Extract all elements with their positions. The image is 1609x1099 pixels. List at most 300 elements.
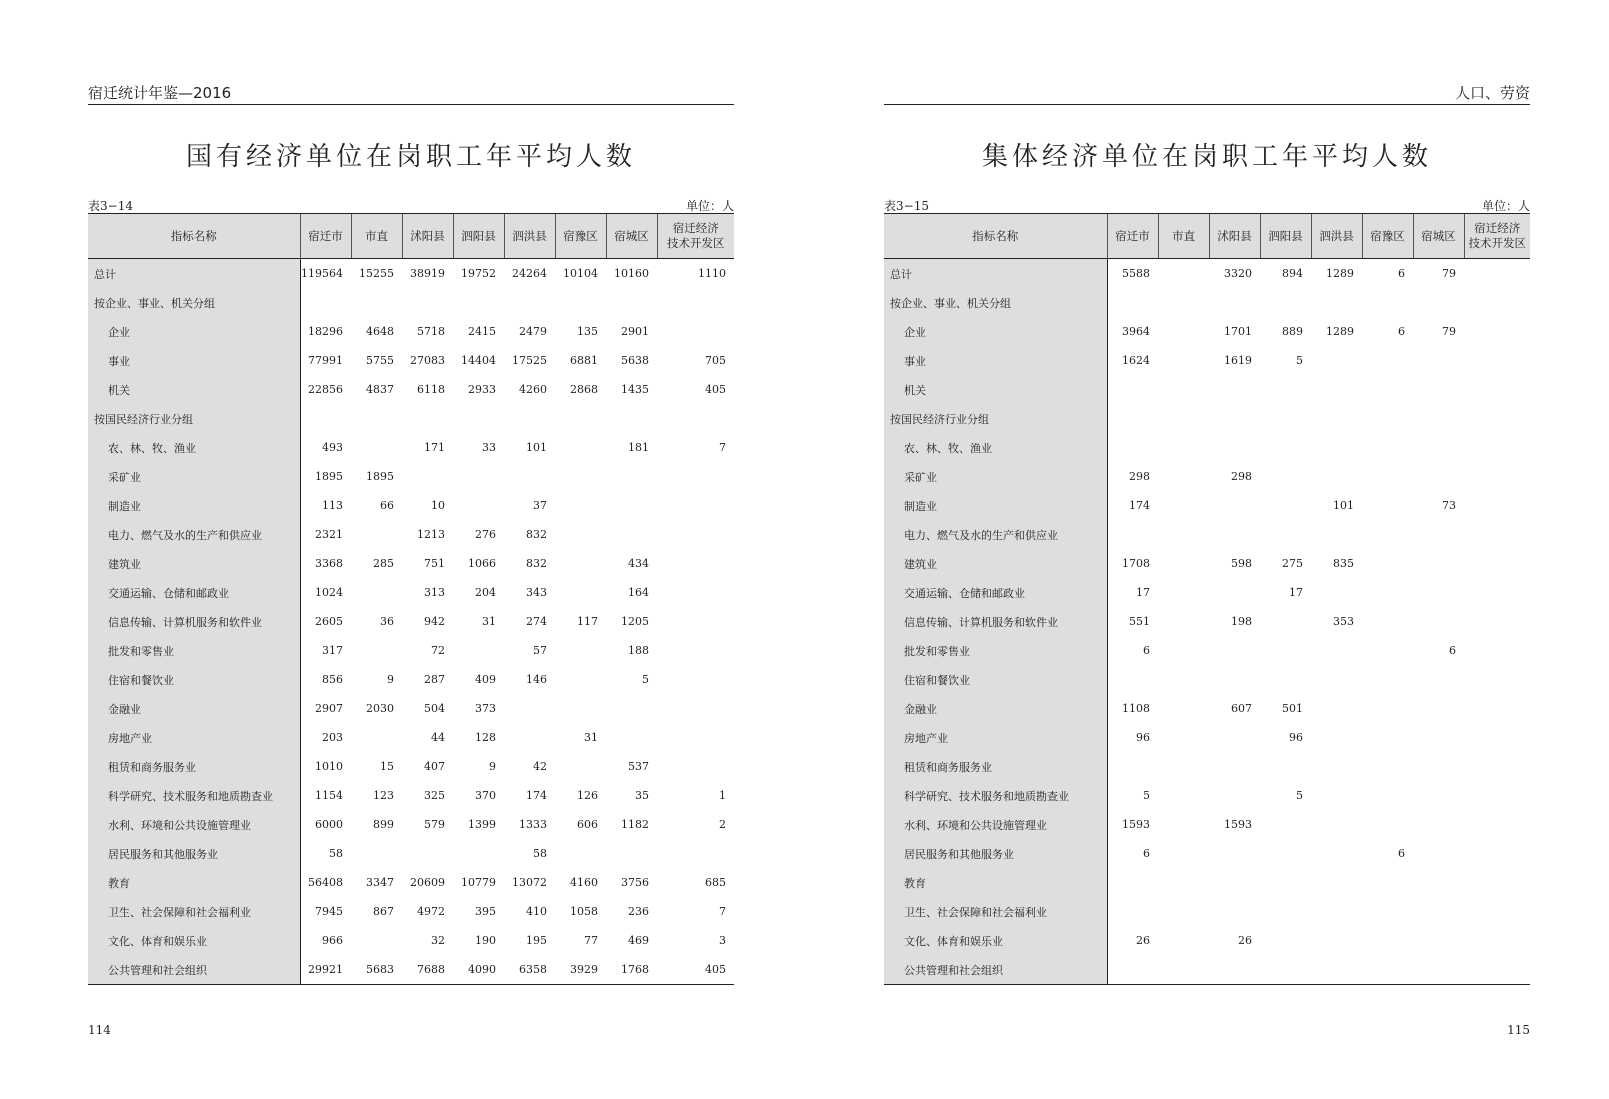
table-cell [1464, 346, 1530, 375]
table-cell [1260, 955, 1311, 985]
table-cell: 298 [1231, 470, 1252, 483]
table-row [88, 346, 734, 375]
table-cell: 1435 [621, 383, 649, 396]
table-cell [1107, 897, 1158, 926]
table-row [88, 462, 734, 491]
table-row [88, 810, 734, 839]
table-cell: 6 [1398, 325, 1405, 338]
table-cell [1464, 404, 1530, 433]
table-row [88, 404, 734, 433]
table-cell [1362, 926, 1413, 955]
table-row [884, 288, 1530, 317]
table-cell [1362, 810, 1413, 839]
table-cell [1362, 491, 1413, 520]
table-cell: 598 [1231, 557, 1252, 570]
row-label: 制造业 [884, 491, 1107, 520]
table-cell: 501 [1282, 702, 1303, 715]
table-cell: 5 [1143, 789, 1150, 802]
table-cell [606, 723, 657, 752]
table-cell [1413, 665, 1464, 694]
table-cell [351, 288, 402, 317]
table-cell: 1624 [1122, 354, 1150, 367]
table-cell [1413, 810, 1464, 839]
table-cell: 493 [322, 441, 343, 454]
column-header: 泗洪县 [504, 214, 555, 259]
table-cell [1362, 897, 1413, 926]
table-row [88, 781, 734, 810]
table-cell [1311, 462, 1362, 491]
table-cell: 3347 [366, 876, 394, 889]
table-cell [1311, 433, 1362, 462]
table-cell: 27083 [410, 354, 445, 367]
table-cell [657, 636, 734, 665]
table-cell: 705 [705, 354, 726, 367]
row-label: 科学研究、技术服务和地质勘查业 [884, 781, 1107, 810]
table-cell [606, 288, 657, 317]
table-number: 表3−15 [884, 199, 929, 213]
table-cell: 73 [1442, 499, 1456, 512]
table-cell: 15255 [359, 267, 394, 280]
table-cell [1464, 723, 1530, 752]
table-cell [657, 317, 734, 346]
table-row [884, 491, 1530, 520]
table-cell: 204 [475, 586, 496, 599]
table-cell [1158, 665, 1209, 694]
table-cell: 407 [424, 760, 445, 773]
row-label: 电力、燃气及水的生产和供应业 [884, 520, 1107, 549]
table-cell: 44 [431, 731, 445, 744]
table-cell: 1205 [621, 615, 649, 628]
table-cell [1464, 288, 1530, 317]
table-cell: 119564 [301, 267, 343, 280]
table-cell: 29921 [300, 955, 351, 985]
table-cell [1107, 752, 1158, 781]
column-header-indicator: 指标名称 [884, 214, 1107, 259]
table-cell [1413, 346, 1464, 375]
table-cell: 832 [526, 528, 547, 541]
table-cell [555, 839, 606, 868]
column-header: 宿迁市 [1107, 214, 1158, 259]
row-label: 卫生、社会保障和社会福利业 [88, 897, 300, 926]
row-label: 建筑业 [88, 549, 300, 578]
table-cell: 10104 [563, 267, 598, 280]
table-cell [1260, 665, 1311, 694]
table-cell: 13072 [512, 876, 547, 889]
table-cell: 10779 [461, 876, 496, 889]
table-cell: 10 [431, 499, 445, 512]
table-cell [351, 926, 402, 955]
table-row [884, 636, 1530, 665]
table-cell [606, 694, 657, 723]
table-cell: 195 [526, 934, 547, 947]
table-cell: 72 [431, 644, 445, 657]
table-cell [504, 694, 555, 723]
table-cell: 101 [1333, 499, 1354, 512]
table-cell [1362, 752, 1413, 781]
table-cell: 1708 [1122, 557, 1150, 570]
table-cell [402, 288, 453, 317]
table-cell: 410 [526, 905, 547, 918]
table-cell: 6881 [570, 354, 598, 367]
table-cell [657, 578, 734, 607]
row-label: 科学研究、技术服务和地质勘查业 [88, 781, 300, 810]
table-cell: 1289 [1326, 325, 1354, 338]
table-row [884, 433, 1530, 462]
row-label: 事业 [884, 346, 1107, 375]
table-cell [1311, 752, 1362, 781]
table-cell [555, 520, 606, 549]
table-cell [1158, 897, 1209, 926]
table-cell [1209, 636, 1260, 665]
table-cell: 343 [526, 586, 547, 599]
table-cell [1158, 781, 1209, 810]
table-cell: 56408 [308, 876, 343, 889]
table-cell: 1399 [468, 818, 496, 831]
table-cell: 3320 [1224, 267, 1252, 280]
table-cell [555, 636, 606, 665]
table-cell [1311, 926, 1362, 955]
table-cell [1362, 781, 1413, 810]
table-cell [1209, 868, 1260, 897]
row-label: 按国民经济行业分组 [88, 404, 300, 433]
table-cell [1311, 520, 1362, 549]
table-cell [1158, 491, 1209, 520]
table-cell [1362, 404, 1413, 433]
table-cell [657, 723, 734, 752]
table-cell: 19752 [461, 267, 496, 280]
table-cell: 2901 [621, 325, 649, 338]
table-row [88, 868, 734, 897]
table-cell [1158, 607, 1209, 636]
table-cell [1413, 955, 1464, 985]
table-cell [1260, 288, 1311, 317]
table-row [884, 897, 1530, 926]
table-cell: 551 [1129, 615, 1150, 628]
table-cell: 2030 [366, 702, 394, 715]
table-row [884, 810, 1530, 839]
table-cell: 313 [424, 586, 445, 599]
column-header: 宿迁市 [300, 214, 351, 259]
table-cell: 26 [1136, 934, 1150, 947]
table-cell [1209, 520, 1260, 549]
table-cell [1362, 578, 1413, 607]
table-cell [453, 288, 504, 317]
table-cell [1107, 868, 1158, 897]
table-row [884, 926, 1530, 955]
row-label: 信息传输、计算机服务和软件业 [884, 607, 1107, 636]
table-cell: 36 [380, 615, 394, 628]
table-cell [606, 404, 657, 433]
table-row [884, 839, 1530, 868]
table-cell: 57 [533, 644, 547, 657]
table-cell [1362, 433, 1413, 462]
table-cell: 77 [584, 934, 598, 947]
table-cell: 607 [1231, 702, 1252, 715]
table-cell: 31 [584, 731, 598, 744]
table-cell [1413, 520, 1464, 549]
table-cell [1158, 317, 1209, 346]
table-cell: 1895 [315, 470, 343, 483]
table-cell: 4160 [570, 876, 598, 889]
table-cell: 751 [424, 557, 445, 570]
table-row [88, 520, 734, 549]
table-cell: 1701 [1224, 325, 1252, 338]
table-cell [1311, 955, 1362, 985]
table-cell [1158, 694, 1209, 723]
table-cell [1464, 491, 1530, 520]
row-label: 交通运输、仓储和邮政业 [884, 578, 1107, 607]
table-cell: 1024 [315, 586, 343, 599]
column-header: 宿豫区 [555, 214, 606, 259]
row-label: 总计 [88, 259, 300, 289]
table-cell: 1010 [315, 760, 343, 773]
table-cell [1107, 955, 1158, 985]
table-cell: 37 [533, 499, 547, 512]
table-cell [1209, 839, 1260, 868]
table-cell [1107, 375, 1158, 404]
table-row [884, 375, 1530, 404]
table-cell: 164 [628, 586, 649, 599]
table-cell [351, 723, 402, 752]
row-label: 事业 [88, 346, 300, 375]
table-cell [1158, 810, 1209, 839]
table-cell [1464, 781, 1530, 810]
table-header-row [88, 214, 734, 259]
table-cell [1311, 839, 1362, 868]
table-cell: 685 [705, 876, 726, 889]
table-cell [1464, 955, 1530, 985]
table-cell: 9 [387, 673, 394, 686]
table-cell: 1593 [1122, 818, 1150, 831]
row-label: 卫生、社会保障和社会福利业 [884, 897, 1107, 926]
table-cell [1464, 636, 1530, 665]
table-cell [402, 462, 453, 491]
table-cell: 4260 [519, 383, 547, 396]
table-cell [1311, 897, 1362, 926]
table-cell: 5683 [351, 955, 402, 985]
table-cell [1464, 433, 1530, 462]
table-cell: 17 [1289, 586, 1303, 599]
table-row [88, 636, 734, 665]
table-cell: 579 [424, 818, 445, 831]
table-cell: 274 [526, 615, 547, 628]
table-row [884, 317, 1530, 346]
table-cell [1413, 462, 1464, 491]
table-cell [351, 520, 402, 549]
table-cell [1413, 694, 1464, 723]
row-label: 交通运输、仓储和邮政业 [88, 578, 300, 607]
table-cell: 287 [424, 673, 445, 686]
right-page [884, 0, 1530, 1099]
table-cell [1464, 607, 1530, 636]
column-header: 沭阳县 [402, 214, 453, 259]
table-cell: 899 [373, 818, 394, 831]
row-label: 租赁和商务服务业 [88, 752, 300, 781]
table-cell [1158, 259, 1209, 289]
column-header: 沭阳县 [1209, 214, 1260, 259]
table-cell [1158, 288, 1209, 317]
table-cell [1260, 897, 1311, 926]
table-row [88, 578, 734, 607]
table-cell: 96 [1136, 731, 1150, 744]
table-cell [1464, 462, 1530, 491]
table-cell [1107, 433, 1158, 462]
table-cell [606, 520, 657, 549]
table-cell [351, 636, 402, 665]
header-book-title: 宿迁统计年鉴—2016 [88, 84, 232, 102]
table-cell: 117 [577, 615, 598, 628]
row-label: 总计 [884, 259, 1107, 289]
table-cell [1158, 433, 1209, 462]
table-cell: 14404 [461, 354, 496, 367]
table-cell [1209, 578, 1260, 607]
table-cell [1209, 665, 1260, 694]
table-cell: 7 [719, 905, 726, 918]
table-cell: 126 [577, 789, 598, 802]
table-cell [1158, 404, 1209, 433]
table-cell: 966 [322, 934, 343, 947]
table-cell [402, 839, 453, 868]
table-cell [453, 462, 504, 491]
table-cell [453, 839, 504, 868]
table-cell [657, 839, 734, 868]
table-cell [300, 288, 351, 317]
table-cell [1413, 897, 1464, 926]
table-row [88, 694, 734, 723]
table-cell [1464, 868, 1530, 897]
table-cell [1413, 839, 1464, 868]
table-cell: 2 [719, 818, 726, 831]
table-row [88, 665, 734, 694]
running-header [884, 84, 1530, 105]
table-cell: 285 [373, 557, 394, 570]
table-cell [1464, 317, 1530, 346]
table-title: 国有经济单位在岗职工年平均人数 [185, 142, 636, 172]
table-cell [1107, 520, 1158, 549]
table-cell: 942 [424, 615, 445, 628]
row-label: 农、林、牧、渔业 [88, 433, 300, 462]
column-header: 宿迁经济 技术开发区 [1464, 214, 1530, 259]
table-cell [1464, 694, 1530, 723]
table-cell: 79 [1442, 325, 1456, 338]
table-cell [1362, 955, 1413, 985]
row-label: 文化、体育和娱乐业 [88, 926, 300, 955]
table-cell [555, 288, 606, 317]
table-cell: 79 [1442, 267, 1456, 280]
table-cell [1362, 694, 1413, 723]
table-row [88, 433, 734, 462]
table-cell [1464, 520, 1530, 549]
table-cell: 174 [1129, 499, 1150, 512]
table-row [884, 868, 1530, 897]
row-label: 批发和零售业 [884, 636, 1107, 665]
table-cell [504, 723, 555, 752]
table-cell [606, 462, 657, 491]
table-cell: 353 [1333, 615, 1354, 628]
table-cell [1362, 462, 1413, 491]
column-header: 宿豫区 [1362, 214, 1413, 259]
table-cell: 58 [533, 847, 547, 860]
row-label: 文化、体育和娱乐业 [884, 926, 1107, 955]
table-cell: 3964 [1122, 325, 1150, 338]
table-cell: 7945 [315, 905, 343, 918]
table-cell [1362, 607, 1413, 636]
table-cell [1209, 288, 1260, 317]
table-cell: 1895 [366, 470, 394, 483]
table-cell: 113 [322, 499, 343, 512]
table-row [88, 752, 734, 781]
table-row [884, 665, 1530, 694]
table-cell: 66 [380, 499, 394, 512]
table-cell: 5 [642, 673, 649, 686]
table-row [88, 723, 734, 752]
table-cell [1260, 926, 1311, 955]
table-cell [1158, 636, 1209, 665]
table-row [88, 607, 734, 636]
table-cell [1413, 607, 1464, 636]
table-unit: 单位：人 [685, 199, 734, 213]
table-cell: 26 [1238, 934, 1252, 947]
table-cell [1311, 781, 1362, 810]
table-cell: 1182 [621, 818, 649, 831]
table-cell: 22856 [308, 383, 343, 396]
table-cell: 188 [628, 644, 649, 657]
table-cell: 171 [424, 441, 445, 454]
table-cell: 146 [526, 673, 547, 686]
table-cell: 5588 [1122, 267, 1150, 280]
table-cell [1260, 636, 1311, 665]
table-cell: 101 [526, 441, 547, 454]
table-cell [1311, 868, 1362, 897]
row-label: 机关 [88, 375, 300, 404]
table-cell [1413, 375, 1464, 404]
table-cell: 32 [431, 934, 445, 947]
table-cell [1209, 781, 1260, 810]
table-cell: 1289 [1326, 267, 1354, 280]
table-cell [1311, 694, 1362, 723]
table-cell [1107, 404, 1158, 433]
row-label: 机关 [884, 375, 1107, 404]
table-cell [1158, 520, 1209, 549]
table-cell [1158, 346, 1209, 375]
table-row [884, 549, 1530, 578]
table-cell: 2415 [468, 325, 496, 338]
table-cell: 181 [628, 441, 649, 454]
table-cell [1311, 288, 1362, 317]
table-cell [1413, 781, 1464, 810]
table-cell [555, 694, 606, 723]
table-cell [1362, 665, 1413, 694]
table-cell [555, 462, 606, 491]
table-cell [504, 462, 555, 491]
table-cell: 6000 [315, 818, 343, 831]
table-cell [1158, 549, 1209, 578]
table-cell: 96 [1289, 731, 1303, 744]
table-cell: 856 [322, 673, 343, 686]
table-cell [1362, 636, 1413, 665]
left-page [88, 0, 734, 1099]
table-cell: 31 [482, 615, 496, 628]
table-cell [1209, 433, 1260, 462]
table-cell [657, 288, 734, 317]
table-cell [351, 578, 402, 607]
table-title: 集体经济单位在岗职工年平均人数 [981, 142, 1432, 172]
table-cell: 395 [475, 905, 496, 918]
table-header-row [884, 214, 1530, 259]
table-cell [1260, 810, 1311, 839]
table-cell [1413, 578, 1464, 607]
table-cell [1413, 549, 1464, 578]
